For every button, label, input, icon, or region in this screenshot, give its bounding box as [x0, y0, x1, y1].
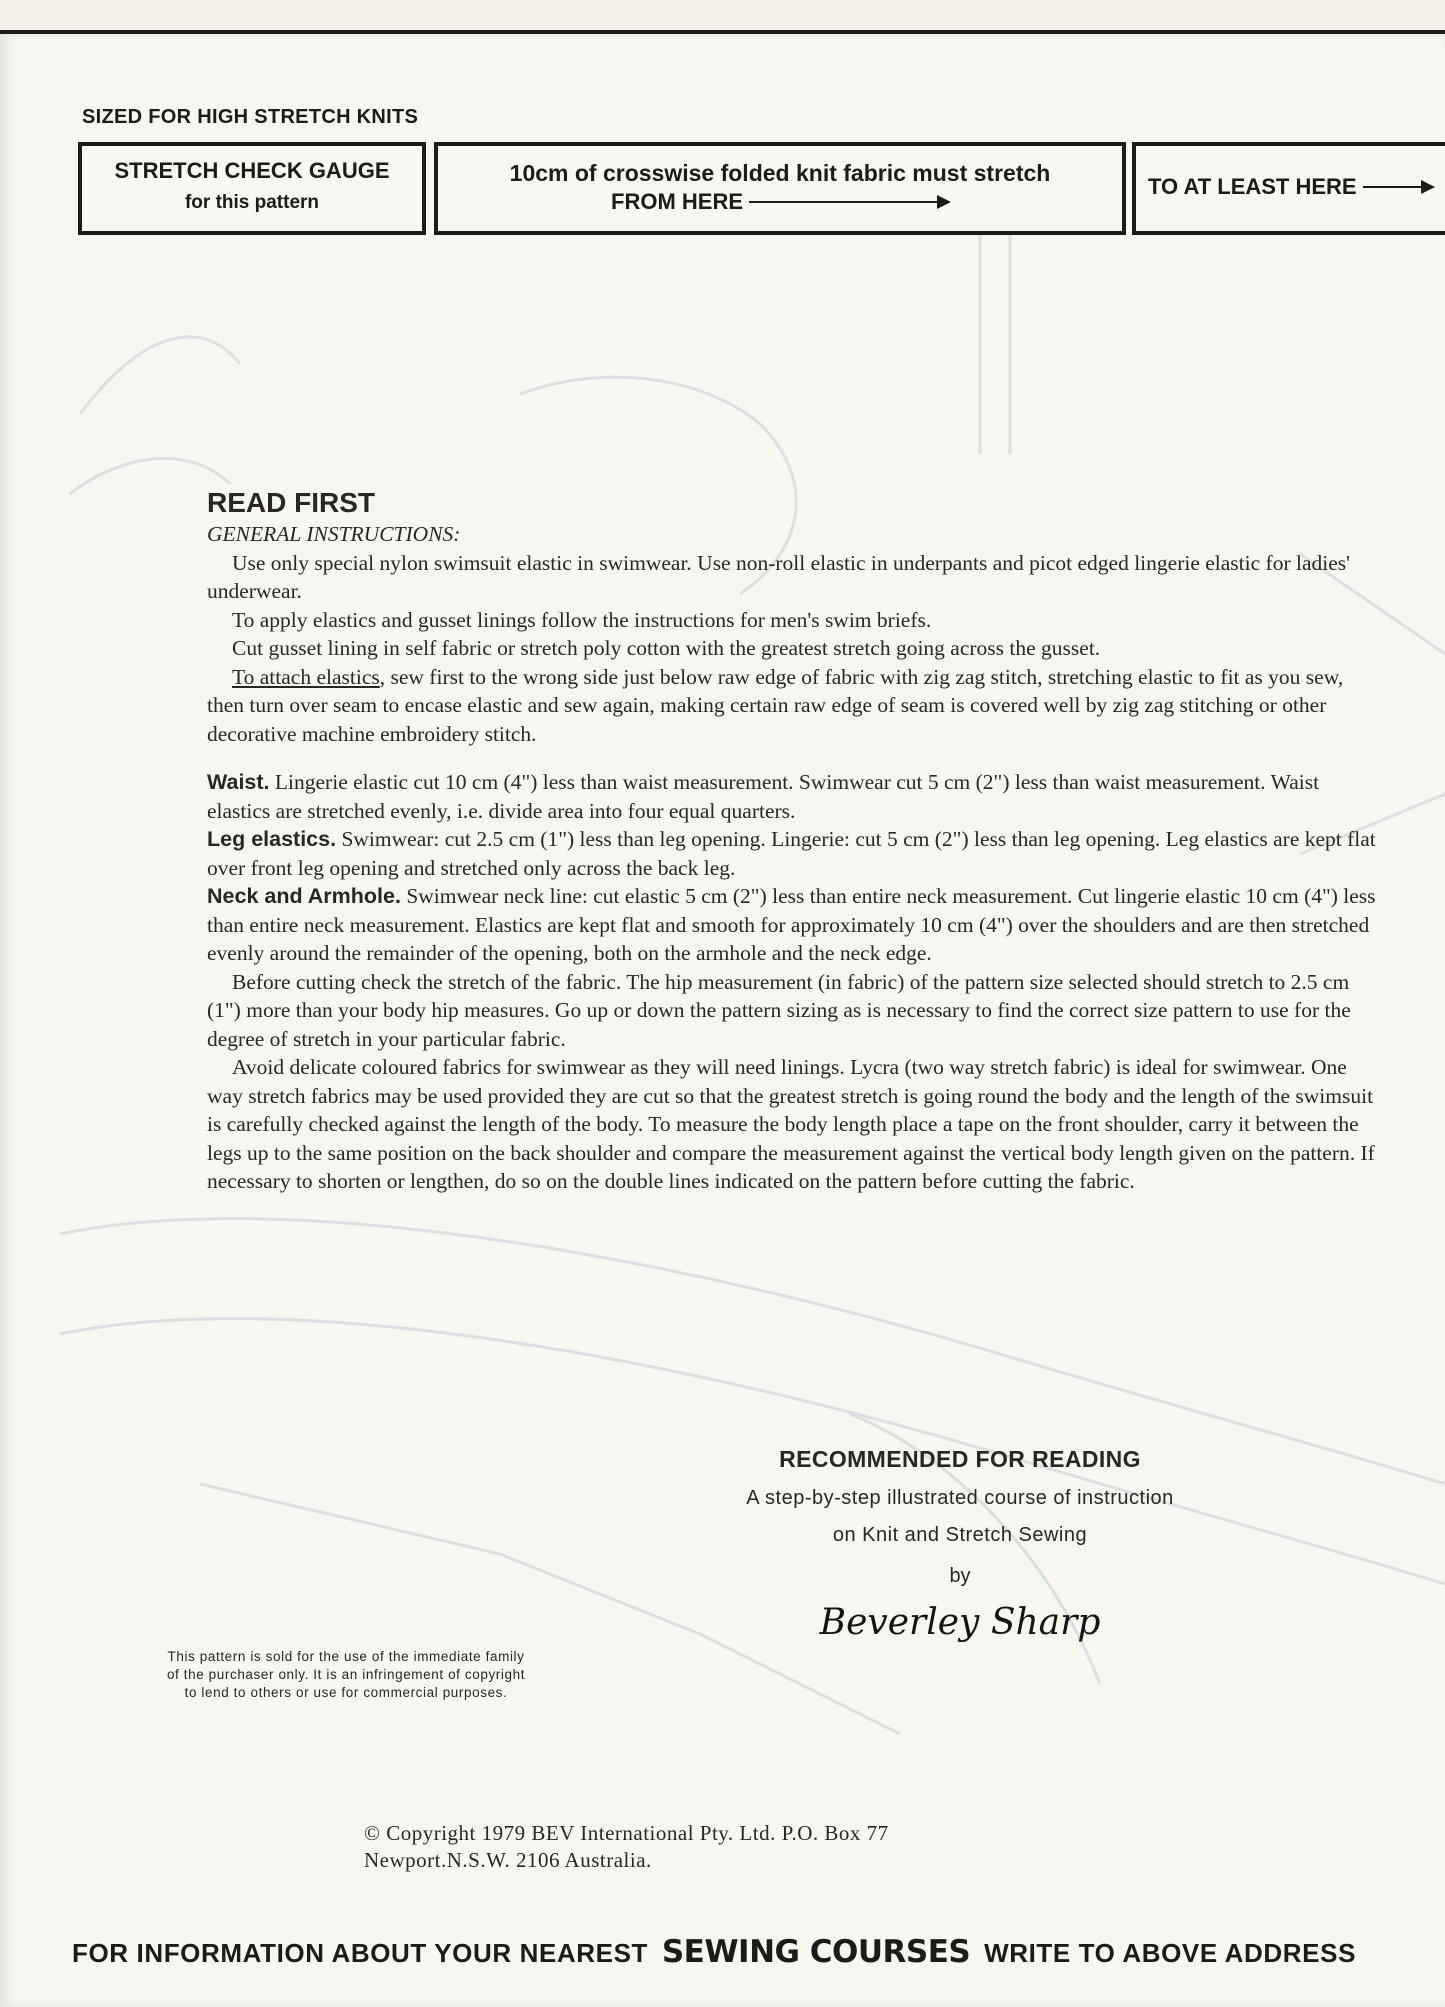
from-here-label: FROM HERE [611, 189, 743, 214]
neck-armhole-paragraph [207, 882, 1377, 968]
leg-elastics-text: Swimwear: cut 2.5 cm (1") less than leg opening. Lingerie: cut 5 cm (2") less than leg opening. Leg elastics are kept flat over front leg opening and stretched only across the back leg. [207, 827, 1376, 880]
recommended-by: by [949, 1565, 971, 1587]
leg-elastics-heading: Leg elastics. [207, 827, 337, 851]
footer-sewing-courses: SEWING COURSES [661, 1934, 971, 1970]
notice-line-3: to lend to others or use for commercial purposes. [184, 1685, 508, 1700]
arrow-right-icon [1363, 186, 1433, 188]
read-first-heading: READ FIRST [207, 487, 375, 518]
sized-for-label: SIZED FOR HIGH STRETCH KNITS [82, 106, 419, 128]
to-here-label: TO AT LEAST HERE [1148, 174, 1357, 199]
to-here-row [1148, 174, 1433, 200]
neck-armhole-heading: Neck and Armhole. [207, 884, 401, 908]
publisher-info [364, 1820, 889, 1874]
notice-line-1: This pattern is sold for the use of the immediate family [167, 1649, 525, 1664]
attach-elastics-paragraph [207, 663, 1377, 749]
gusset-paragraph: To apply elastics and gusset linings follow the instructions for men's swim briefs. [232, 607, 932, 632]
general-instructions-subheading: GENERAL INSTRUCTIONS: [207, 522, 461, 546]
neck-armhole-text: Swimwear neck line: cut elastic 5 cm (2") less than entire neck measurement. Cut lingerie elastic 10 cm (4") less than entire neck measurement. Elastics are kept flat and smooth for approximately 10 cm (4") over the shoulders and are then stretched evenly around the remainder of the opening, both on the armhole and the neck edge. [207, 884, 1376, 965]
publisher-line-2: Newport.N.S.W. 2106 Australia. [364, 1848, 652, 1872]
notice-line-2: of the purchaser only. It is an infringement of copyright [166, 1667, 526, 1682]
attach-elastics-text: , sew first to the wrong side just below raw edge of fabric with zig zag stitch, stretching elastic to fit as you sew, then turn over seam to encase elastic and sew again, making certain raw edge of seam is covered well by zig zag stitching or other decorative machine embroidery stitch. [207, 664, 1344, 746]
gauge-subtitle: for this pattern [184, 192, 320, 213]
from-here-row [611, 189, 949, 215]
elastic-type-paragraph: Use only special nylon swimsuit elastic in swimwear. Use non-roll elastic in underpants and picot edged lingerie elastic for ladies' underwear. [207, 550, 1351, 603]
waist-paragraph [207, 768, 1377, 825]
attach-elastics-lead: To attach elastics [232, 664, 380, 689]
stretch-to-box [1132, 142, 1445, 235]
publisher-line-1: © Copyright 1979 BEV International Pty. Ltd. P.O. Box 77 [364, 1821, 889, 1845]
general-instructions [207, 486, 1377, 1196]
pattern-page [0, 30, 1445, 2007]
footer-part-3: WRITE TO ABOVE ADDRESS [984, 1938, 1357, 1968]
footer-part-1: FOR INFORMATION ABOUT YOUR NEAREST [72, 1938, 649, 1968]
swimwear-fabric-paragraph: Avoid delicate coloured fabrics for swimwear as they will need linings. Lycra (two way stretch fabric) is ideal for swimwear. One way stretch fabrics may be used provided they are cut so that the greatest stretch is going round the body and the length of the swimsuit is carefully checked against the length of the body. To measure the body length place a tape on the front shoulder, carry it between the legs up to the same position on the back shoulder and compare the measurement against the vertical body length given on the pattern. If necessary to shorten or lengthen, do so on the double lines indicated on the pattern before cutting the fabric. [207, 1055, 1375, 1193]
recommended-line-2: on Knit and Stretch Sewing [832, 1524, 1088, 1546]
fabric-stretch-paragraph: Before cutting check the stretch of the fabric. The hip measurement (in fabric) of the pattern size selected should stretch to 2.5 cm (1") more than your body hip measures. Go up or down the pattern sizing as is necessary to find the correct size pattern to use for the degree of stretch in your particular fabric. [207, 969, 1351, 1051]
copyright-notice [98, 1648, 594, 1702]
footer-banner [72, 1934, 1356, 1970]
gusset-lining-paragraph: Cut gusset lining in self fabric or stretch poly cotton with the greatest stretch going across the gusset. [232, 636, 1101, 660]
recommended-reading [720, 1446, 1200, 1643]
stretch-check-gauge-box [78, 142, 426, 235]
gauge-title: STRETCH CHECK GAUGE [114, 158, 390, 183]
arrow-right-icon [749, 201, 949, 203]
recommended-line-1: A step-by-step illustrated course of instruction [746, 1487, 1174, 1509]
waist-heading: Waist. [207, 770, 270, 794]
stretch-from-box [434, 142, 1126, 235]
waist-text: Lingerie elastic cut 10 cm (4") less than waist measurement. Swimwear cut 5 cm (2") less than waist measurement. Waist elastics are stretched evenly, i.e. divide area into four equal quarters. [207, 770, 1320, 823]
author-signature: Beverley Sharp [819, 1602, 1101, 1643]
leg-elastics-paragraph [207, 825, 1377, 882]
stretch-instruction: 10cm of crosswise folded knit fabric must stretch [509, 160, 1051, 186]
recommended-title: RECOMMENDED FOR READING [779, 1446, 1141, 1472]
